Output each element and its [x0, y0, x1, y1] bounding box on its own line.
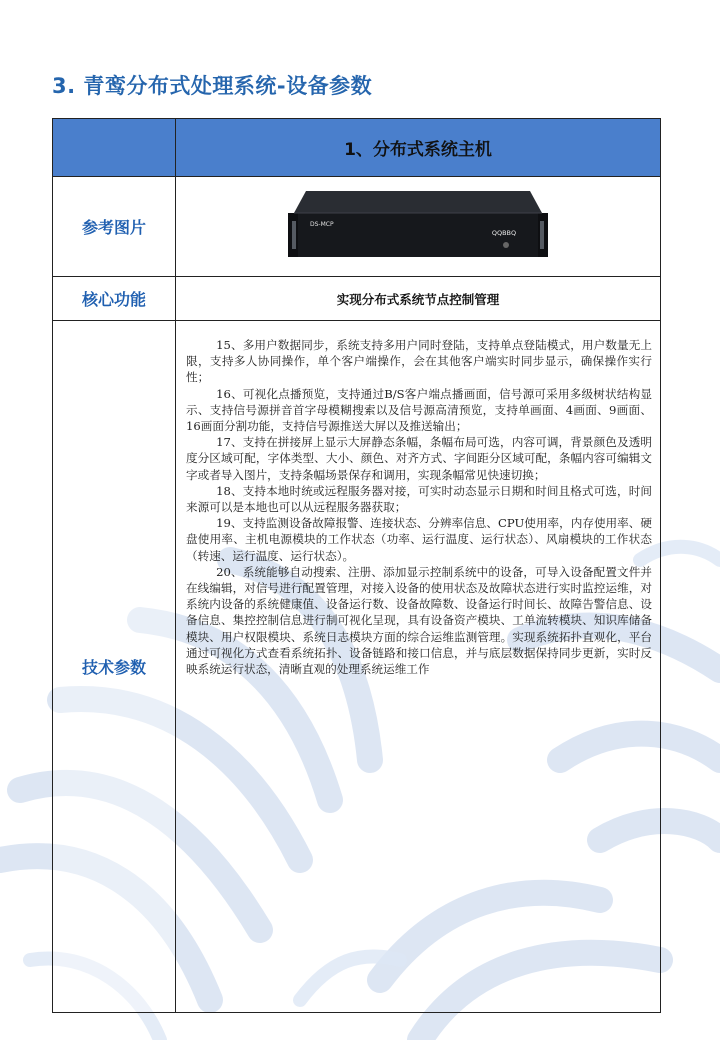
page-title: 3. 青鸾分布式处理系统-设备参数 [52, 74, 373, 98]
device-brand-label: QQBBQ [491, 228, 517, 237]
tech-row [53, 321, 661, 1013]
server-chassis-icon [288, 183, 548, 267]
function-value: 实现分布式系统节点控制管理 [176, 277, 661, 321]
image-label: 参考图片 [53, 177, 176, 277]
table-header-row [53, 119, 661, 177]
header-title: 1、分布式系统主机 [176, 119, 661, 177]
tech-paragraph-20: 20、系统能够自动搜索、注册、添加显示控制系统中的设备，可导入设备配置文件并在线编辑，对信号进行配置管理，对接入设备的使用状态及故障状态进行实时监控运维，对系统内设备的系统健康值、设备运行数、设备故障数、设备运行时间长、故障告警信息、设备信息、集控控制信息进行制可视化呈现，具有设备资产模块、工单流转模块、知识库储备模块、用户权限模块、系统日志模块方面的综合运维监测管理。实现系统拓扑直观化，平台通过可视化方式查看系统拓扑、设备链路和接口信息，并与底层数据保持同步更新，实时反映系统运行状态，清晰直观的处理系统运维工作 [186, 564, 652, 677]
spec-table [52, 118, 661, 1013]
device-image-cell [176, 177, 661, 277]
device-model-label: DS-MCP [310, 220, 334, 228]
tech-paragraph-19: 19、支持监测设备故障报警、连接状态、分辨率信息、CPU使用率，内存使用率、硬盘使用率、主机电源模块的工作状态（功率、运行温度、运行状态）、风扇模块的工作状态（转速、运行温度、运行状态）。 [186, 516, 652, 563]
tech-params-cell [176, 321, 661, 1013]
function-label: 核心功能 [53, 277, 176, 321]
function-row [53, 277, 661, 321]
tech-label: 技术参数 [53, 321, 176, 1013]
header-empty-cell [53, 119, 176, 177]
tech-paragraph-17: 17、支持在拼接屏上显示大屏静态条幅，条幅布局可选，内容可调，背景颜色及透明度分区域可配，字体类型、大小、颜色、对齐方式、字间距分区域可配，条幅内容可编辑文字或者导入图片，支持条幅场景保存和调用，实现条幅常见快速切换； [186, 435, 652, 482]
tech-paragraph-16: 16、可视化点播预览，支持通过B/S客户端点播画面，信号源可采用多级树状结构显示、支持信号源拼音首字母模糊搜索以及信号源高清预览，支持单画面、4画面、9画面、16画面分割功能，支持信号源推送大屏以及推送输出； [186, 386, 652, 434]
tech-paragraph-15: 15、多用户数据同步，系统支持多用户同时登陆，支持单点登陆模式，用户数量无上限，支持多人协同操作，单个客户端操作，会在其他客户端实时同步显示，确保操作实行性； [186, 338, 652, 385]
image-row [53, 177, 661, 277]
tech-paragraph-18: 18、支持本地时统或远程服务器对接，可实时动态显示日期和时间且格式可选，时间来源可以是本地也可以从远程服务器获取； [186, 483, 652, 515]
